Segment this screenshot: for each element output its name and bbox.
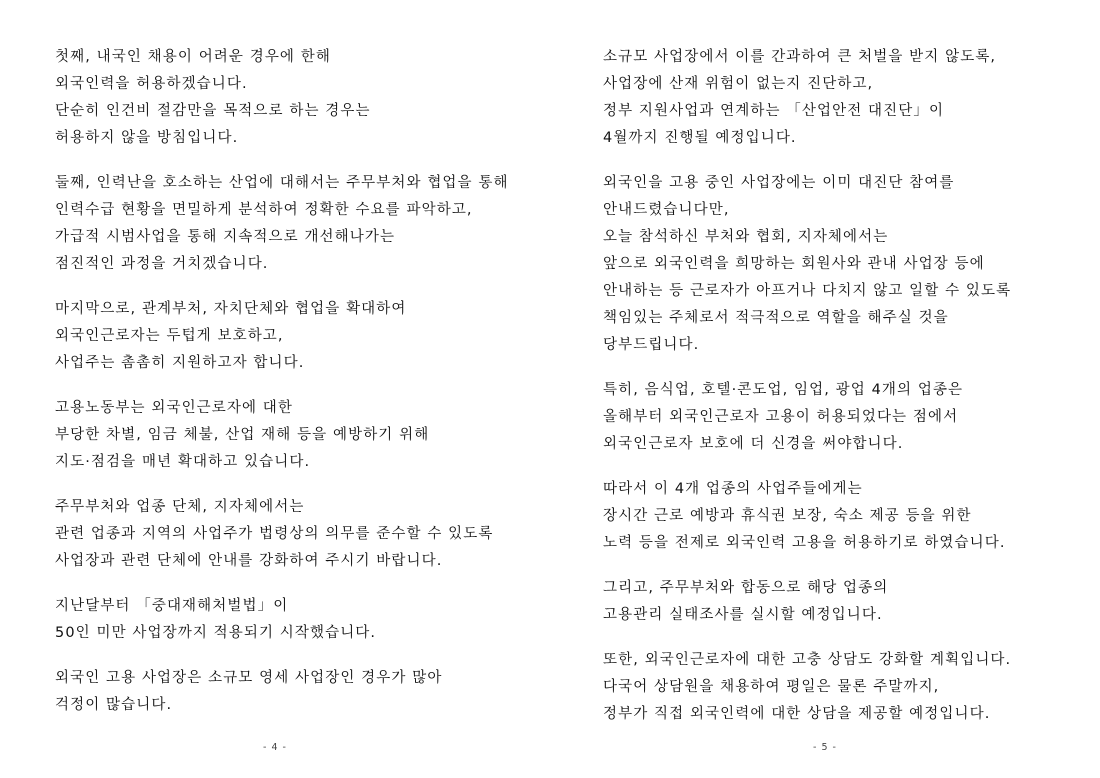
- text-line: 관련 업종과 지역의 사업주가 법령상의 의무를 준수할 수 있도록: [55, 525, 494, 542]
- text-line: 가급적 시범사업을 통해 지속적으로 개선해나가는: [55, 228, 396, 245]
- paragraph: [55, 44, 509, 152]
- text-line: 사업주는 촘촘히 지원하고자 합니다.: [55, 354, 305, 371]
- page-body: [55, 44, 509, 737]
- text-line: 주무부처와 업종 단체, 지자체에서는: [55, 498, 305, 515]
- page-right: [550, 0, 1100, 778]
- text-line: 다국어 상담원을 채용하여 평일은 물론 주말까지,: [603, 678, 940, 695]
- text-line: 지난달부터 「중대재해처벌법」이: [55, 597, 289, 614]
- text-line: 안내드렸습니다만,: [603, 201, 730, 218]
- text-line: 소규모 사업장에서 이를 간과하여 큰 처벌을 받지 않도록,: [603, 48, 997, 65]
- paragraph: [603, 44, 1011, 152]
- paragraph: [603, 647, 1011, 728]
- text-line: 노력 등을 전제로 외국인력 고용을 허용하기로 하였습니다.: [603, 534, 1006, 551]
- text-line: 지도·점검을 매년 확대하고 있습니다.: [55, 453, 311, 470]
- text-line: 단순히 인건비 절감만을 목적으로 하는 경우는: [55, 102, 371, 119]
- text-line: 사업장과 관련 단체에 안내를 강화하여 주시기 바랍니다.: [55, 552, 443, 569]
- text-line: 또한, 외국인근로자에 대한 고충 상담도 강화할 계획입니다.: [603, 651, 1012, 668]
- text-line: 외국인력을 허용하겠습니다.: [55, 75, 248, 92]
- text-line: 따라서 이 4개 업종의 사업주들에게는: [603, 480, 863, 497]
- text-line: 당부드립니다.: [603, 336, 700, 353]
- page-body: [603, 44, 1011, 746]
- text-line: 앞으로 외국인력을 희망하는 회원사와 관내 사업장 등에: [603, 255, 985, 272]
- text-line: 허용하지 않을 방침입니다.: [55, 129, 239, 146]
- text-line: 올해부터 외국인근로자 고용이 허용되었다는 점에서: [603, 408, 959, 425]
- text-line: 둘째, 인력난을 호소하는 산업에 대해서는 주무부처와 협업을 통해: [55, 174, 509, 191]
- paragraph: [603, 377, 1011, 458]
- paragraph: [55, 296, 509, 377]
- text-line: 책임있는 주체로서 적극적으로 역할을 해주실 것을: [603, 309, 949, 326]
- page-number: - 5 -: [813, 742, 837, 753]
- paragraph: [603, 170, 1011, 359]
- text-line: 외국인근로자는 두텁게 보호하고,: [55, 327, 284, 344]
- text-line: 특히, 음식업, 호텔·콘도업, 임업, 광업 4개의 업종은: [603, 381, 964, 398]
- text-line: 고용관리 실태조사를 실시할 예정입니다.: [603, 606, 883, 623]
- text-line: 마지막으로, 관계부처, 자치단체와 협업을 확대하여: [55, 300, 407, 317]
- text-line: 외국인근로자 보호에 더 신경을 써야합니다.: [603, 435, 904, 452]
- paragraph: [603, 575, 1011, 629]
- text-line: 첫째, 내국인 채용이 어려운 경우에 한해: [55, 48, 331, 65]
- text-line: 정부가 직접 외국인력에 대한 상담을 제공할 예정입니다.: [603, 705, 991, 722]
- text-line: 점진적인 과정을 거치겠습니다.: [55, 255, 269, 272]
- paragraph: [55, 665, 509, 719]
- text-line: 부당한 차별, 임금 체불, 산업 재해 등을 예방하기 위해: [55, 426, 430, 443]
- text-line: 걱정이 많습니다.: [55, 696, 173, 713]
- text-line: 외국인을 고용 중인 사업장에는 이미 대진단 참여를: [603, 174, 955, 191]
- text-line: 인력수급 현황을 면밀하게 분석하여 정확한 수요를 파악하고,: [55, 201, 473, 218]
- paragraph: [55, 494, 509, 575]
- text-line: 정부 지원사업과 연계하는 「산업안전 대진단」이: [603, 102, 945, 119]
- text-line: 안내하는 등 근로자가 아프거나 다치지 않고 일할 수 있도록: [603, 282, 1012, 299]
- page-number: - 4 -: [263, 742, 287, 753]
- paragraph: [55, 170, 509, 278]
- text-line: 고용노동부는 외국인근로자에 대한: [55, 399, 294, 416]
- text-line: 그리고, 주무부처와 합동으로 해당 업종의: [603, 579, 889, 596]
- text-line: 사업장에 산재 위험이 없는지 진단하고,: [603, 75, 874, 92]
- text-line: 50인 미만 사업장까지 적용되기 시작했습니다.: [55, 624, 377, 641]
- paragraph: [55, 593, 509, 647]
- paragraph: [603, 476, 1011, 557]
- text-line: 4월까지 진행될 예정입니다.: [603, 129, 797, 146]
- text-line: 외국인 고용 사업장은 소규모 영세 사업장인 경우가 많아: [55, 669, 443, 686]
- text-line: 오늘 참석하신 부처와 협회, 지자체에서는: [603, 228, 889, 245]
- text-line: 장시간 근로 예방과 휴식권 보장, 숙소 제공 등을 위한: [603, 507, 972, 524]
- paragraph: [55, 395, 509, 476]
